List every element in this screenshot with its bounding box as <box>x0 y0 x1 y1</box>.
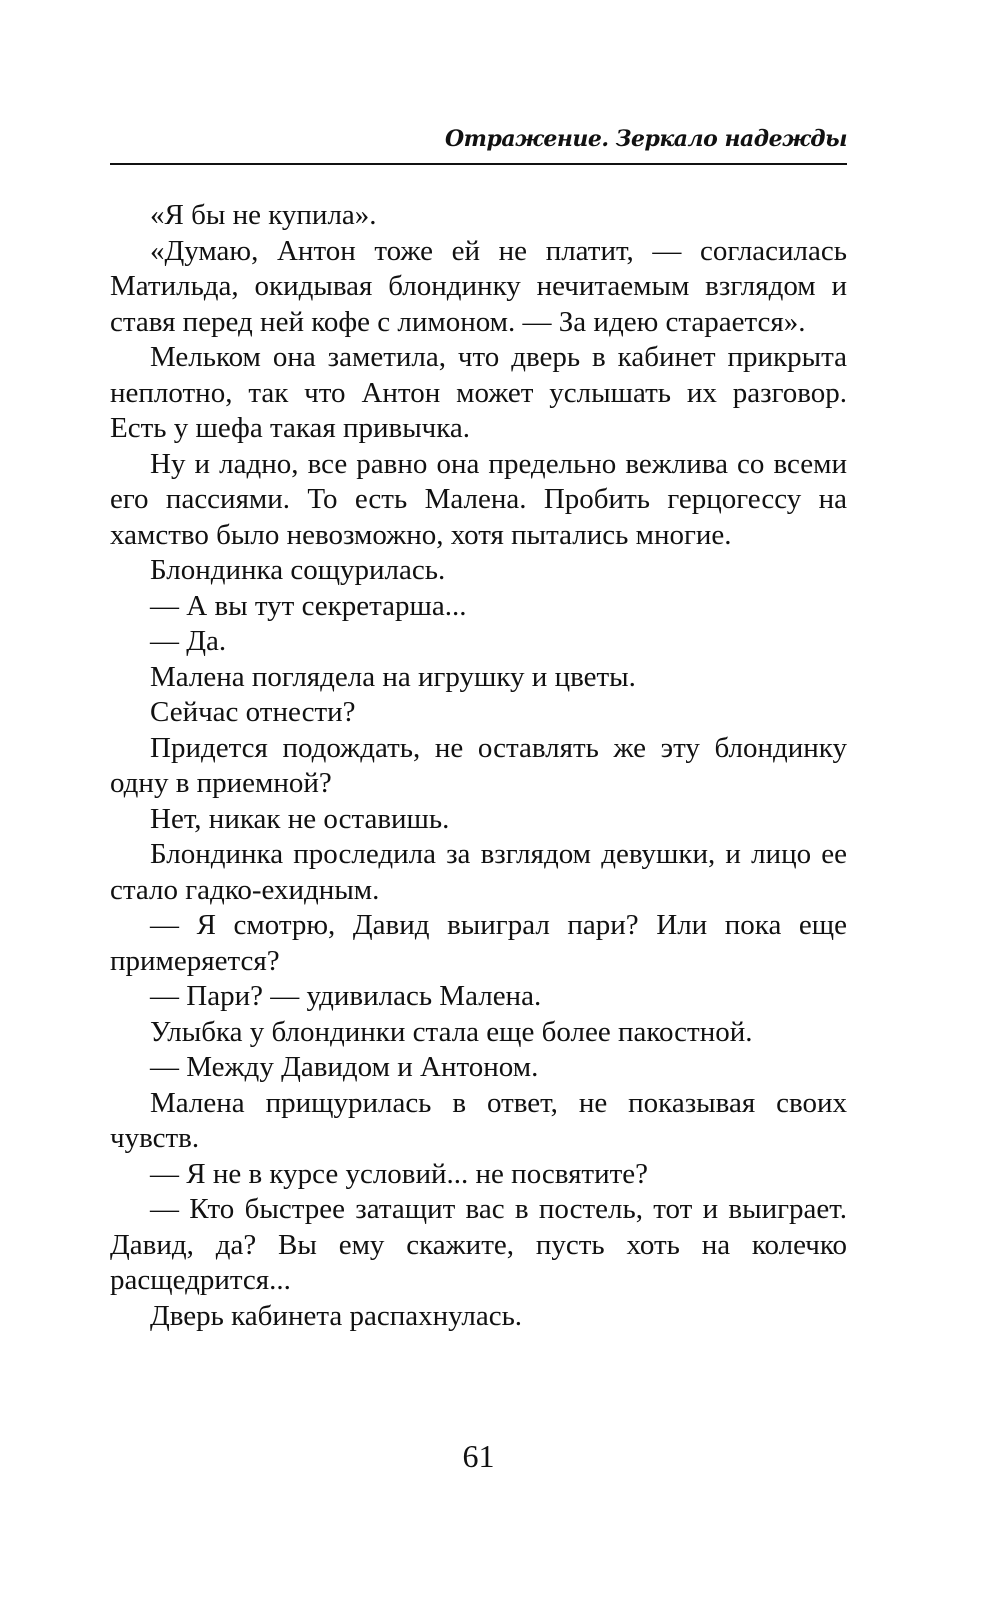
paragraph: Малена прищурилась в ответ, не показывая своих чувств. <box>110 1086 847 1154</box>
paragraph: — Пари? — удивилась Малена. <box>150 980 542 1012</box>
paragraph: Блондинка проследила за взглядом девушки, и лицо ее стало гадко-ехидным. <box>110 838 847 906</box>
page-number: 61 <box>462 1438 495 1474</box>
paragraph: Нет, никак не оставишь. <box>150 802 450 835</box>
paragraph: Блондинка сощурилась. <box>150 554 446 586</box>
paragraph: «Я бы не купила». <box>150 199 377 231</box>
running-title: Отражение. Зеркало надежды <box>445 126 847 152</box>
paragraph: Придется подождать, не оставлять же эту блондинку одну в приемной? <box>110 731 847 799</box>
paragraph: «Думаю, Антон тоже ей не платит, — согласилась Матильда, окидывая блондинку нечитаемым взглядом и ставя перед ней кофе с лимоном. — За идею старается». <box>110 234 847 338</box>
paragraph: — Да. <box>150 625 227 657</box>
paragraph: — Я не в курсе условий... не посвятите? <box>150 1157 649 1190</box>
paragraph: Мельком она заметила, что дверь в кабинет прикрыта неплотно, так что Антон может услышать их разговор. Есть у шефа такая привычка. <box>110 341 847 444</box>
paragraph: Сейчас отнести? <box>150 696 356 728</box>
paragraph: — Кто быстрее затащит вас в постель, тот и выиграет. Давид, да? Вы ему скажите, пусть хоть на колечко расщедрится... <box>110 1193 847 1296</box>
paragraph: — Я смотрю, Давид выиграл пари? Или пока еще примеряется? <box>110 909 847 977</box>
paragraph: — А вы тут секретарша... <box>150 589 467 622</box>
paragraph: — Между Давидом и Антоном. <box>150 1051 539 1083</box>
header-rule <box>110 163 847 165</box>
paragraph: Улыбка у блондинки стала еще более пакостной. <box>150 1015 753 1048</box>
paragraph: Малена поглядела на игрушку и цветы. <box>150 660 636 693</box>
body-text <box>110 198 847 1334</box>
paragraph: Дверь кабинета распахнулась. <box>150 1299 523 1332</box>
paragraph: Ну и ладно, все равно она предельно вежлива со всеми его пассиями. То есть Малена. Пробить герцогессу на хамство было невозможно, хотя пытались многие. <box>110 447 847 551</box>
